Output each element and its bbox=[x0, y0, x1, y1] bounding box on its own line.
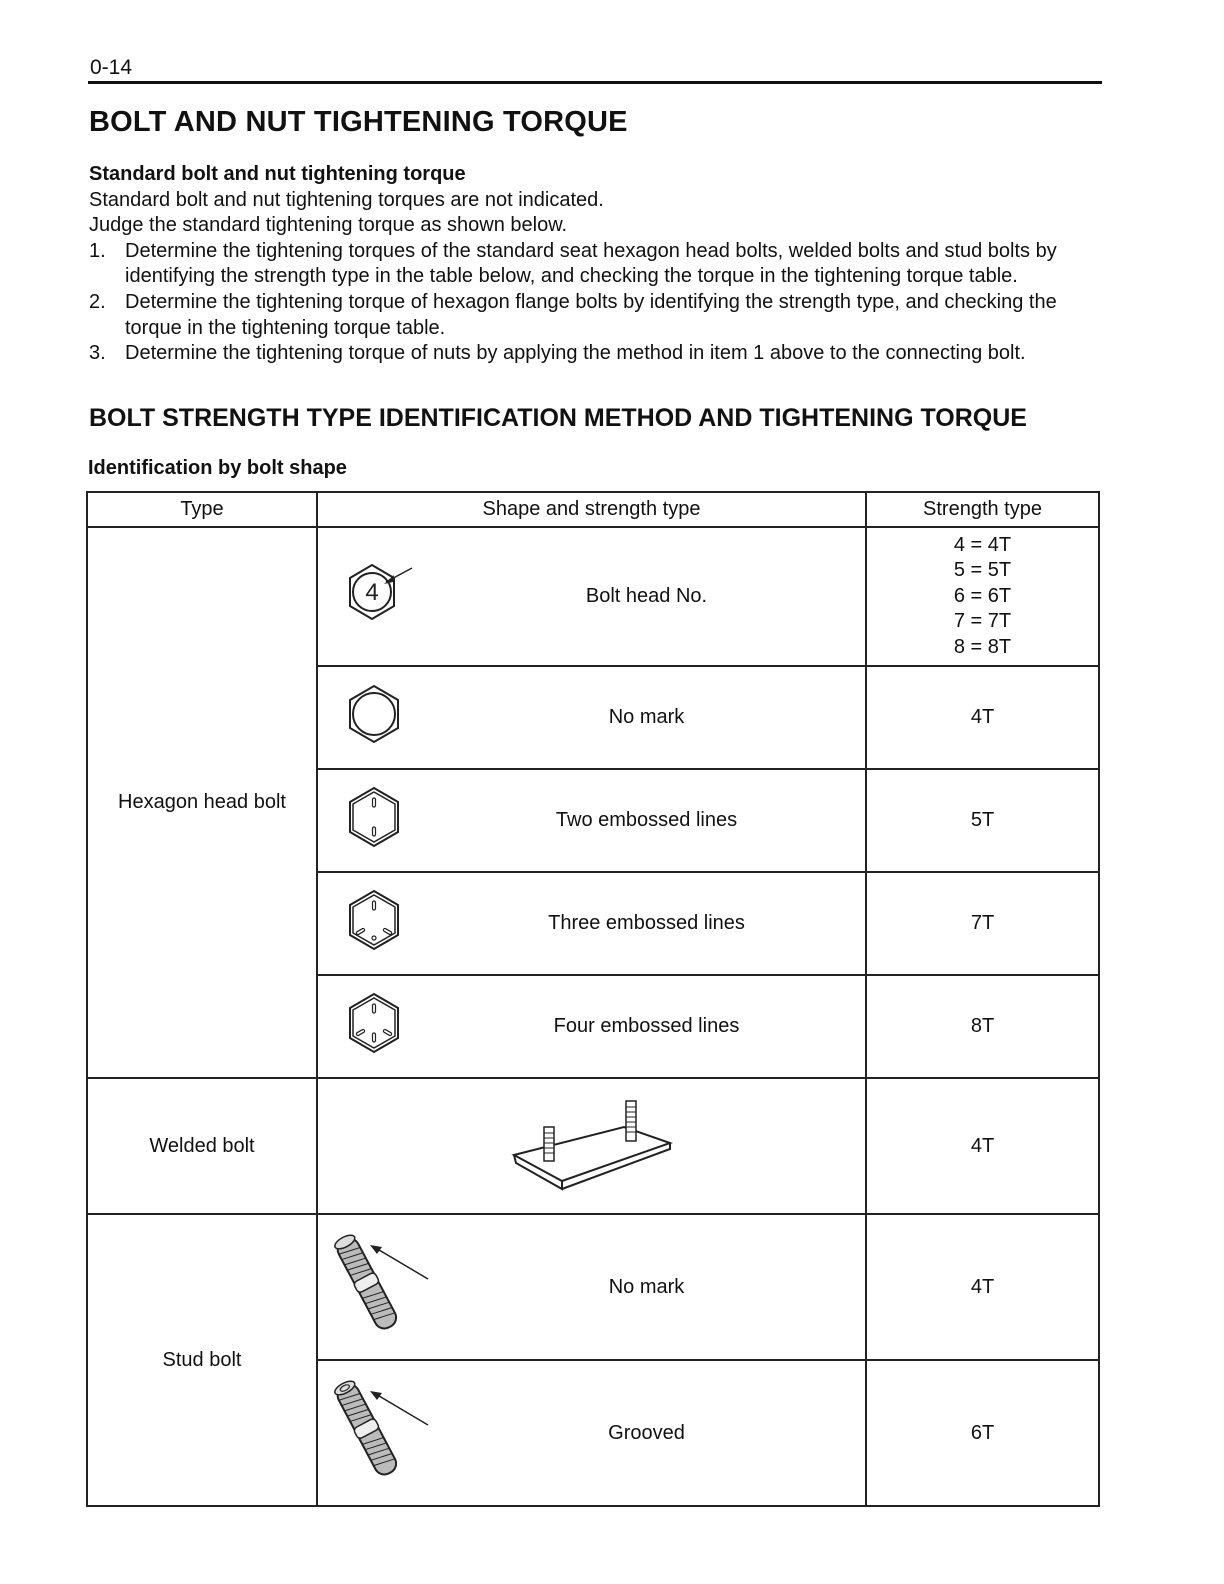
step-number: 2. bbox=[89, 290, 106, 313]
shape-cell bbox=[317, 1078, 866, 1214]
subsection-title: Identification by bolt shape bbox=[88, 457, 347, 479]
step-item bbox=[89, 239, 1104, 290]
intro-subtitle: Standard bolt and nut tightening torque bbox=[89, 163, 466, 185]
shape-label: No mark bbox=[608, 706, 685, 728]
table-header-row bbox=[87, 492, 1099, 527]
type-stud-bolt: Stud bolt bbox=[87, 1214, 317, 1506]
header-shape: Shape and strength type bbox=[317, 492, 866, 527]
strength-value: 7T bbox=[866, 872, 1099, 975]
hex-plain-icon bbox=[346, 683, 406, 753]
hex-four-lines-icon bbox=[346, 991, 406, 1063]
type-welded-bolt: Welded bolt bbox=[87, 1078, 317, 1214]
steps-list bbox=[89, 239, 1104, 367]
section-title: BOLT STRENGTH TYPE IDENTIFICATION METHOD AND TIGHTENING TORQUE bbox=[89, 404, 1027, 432]
strength-cell bbox=[866, 527, 1099, 666]
strength-value: 8 = 8T bbox=[953, 635, 1012, 658]
stud-bolt-grooved-icon bbox=[326, 1375, 436, 1491]
header-strength: Strength type bbox=[866, 492, 1099, 527]
step-item bbox=[89, 290, 1104, 341]
table-row bbox=[87, 1078, 1099, 1214]
strength-value: 8T bbox=[866, 975, 1099, 1078]
intro-section bbox=[89, 162, 1104, 367]
strength-value: 4T bbox=[866, 1214, 1099, 1360]
strength-value: 4T bbox=[866, 1078, 1099, 1214]
hex-numbered-icon bbox=[346, 562, 416, 632]
page-title: BOLT AND NUT TIGHTENING TORQUE bbox=[89, 106, 628, 138]
strength-list bbox=[867, 533, 1098, 661]
step-number: 1. bbox=[89, 239, 106, 262]
shape-label: Three embossed lines bbox=[548, 912, 745, 934]
shape-cell bbox=[317, 527, 866, 666]
strength-value: 4T bbox=[866, 666, 1099, 769]
strength-value: 6T bbox=[866, 1360, 1099, 1506]
strength-value: 5 = 5T bbox=[953, 559, 1012, 582]
hex-three-lines-icon bbox=[346, 888, 406, 960]
step-text: Determine the tightening torque of hexagon flange bolts by identifying the strength type, and checking the torque in the tightening torque table. bbox=[125, 290, 1057, 339]
header-type: Type bbox=[87, 492, 317, 527]
bolt-identification-table bbox=[86, 491, 1100, 1507]
strength-value: 4 = 4T bbox=[953, 533, 1012, 556]
shape-label: Bolt head No. bbox=[585, 585, 708, 607]
bolt-head-number-mark: 4 bbox=[365, 578, 379, 606]
step-number: 3. bbox=[89, 342, 106, 365]
shape-cell bbox=[317, 975, 866, 1078]
shape-cell bbox=[317, 769, 866, 872]
step-item bbox=[89, 341, 1104, 367]
strength-value: 6 = 6T bbox=[953, 584, 1012, 607]
shape-cell bbox=[317, 1360, 866, 1506]
stud-bolt-plain-icon bbox=[326, 1229, 436, 1345]
shape-label: No mark bbox=[608, 1275, 685, 1298]
shape-label: Two embossed lines bbox=[555, 809, 738, 831]
shape-cell bbox=[317, 1214, 866, 1360]
step-text: Determine the tightening torques of the standard seat hexagon head bolts, welded bolts and stud bolts by identifying the strength type in the table below, and checking the torque in the tightening torque table. bbox=[125, 239, 1057, 288]
table-row bbox=[87, 527, 1099, 666]
table-row bbox=[87, 1214, 1099, 1360]
strength-value: 7 = 7T bbox=[953, 610, 1012, 633]
shape-label: Four embossed lines bbox=[553, 1015, 740, 1037]
page-number: 0-14 bbox=[90, 56, 133, 79]
intro-line-1: Standard bolt and nut tightening torques are not indicated. bbox=[89, 188, 604, 211]
header-rule bbox=[88, 81, 1102, 84]
shape-label: Grooved bbox=[608, 1421, 685, 1444]
hex-two-lines-icon bbox=[346, 785, 406, 857]
step-text: Determine the tightening torque of nuts by applying the method in item 1 above to the connecting bolt. bbox=[125, 342, 1026, 365]
shape-cell bbox=[317, 872, 866, 975]
strength-value: 5T bbox=[866, 769, 1099, 872]
welded-bolt-plate-icon bbox=[502, 1176, 682, 1198]
intro-line-2: Judge the standard tightening torque as shown below. bbox=[89, 214, 568, 237]
type-hexagon-head-bolt: Hexagon head bolt bbox=[87, 527, 317, 1078]
shape-cell bbox=[317, 666, 866, 769]
